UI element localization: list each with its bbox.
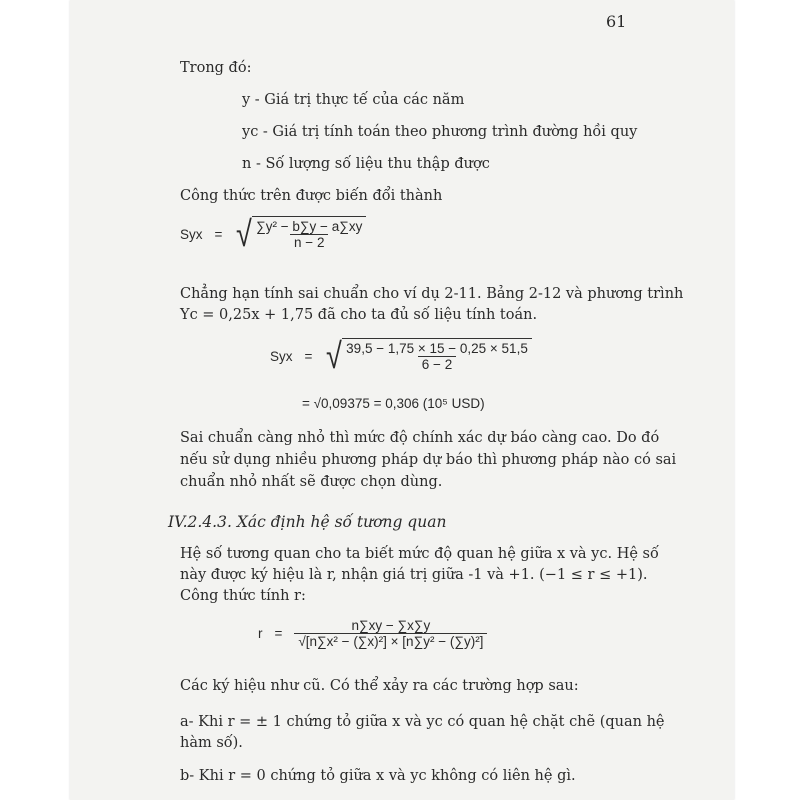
- correlation-text-line-1: Hệ số tương quan cho ta biết mức độ quan hệ giữa x và yc. Hệ số: [180, 546, 659, 562]
- formula1-eq: =: [214, 226, 223, 242]
- definition-yc: yc - Giá trị tính toán theo phương trình đường hồi quy: [242, 124, 638, 140]
- example-calculation-formula: [270, 335, 532, 376]
- formula2-sqrt: [324, 335, 531, 376]
- radical-icon: √: [236, 213, 253, 254]
- formula2-result: = √0,09375 = 0,306 (10⁵ USD): [302, 396, 485, 411]
- correlation-formula: [258, 618, 487, 649]
- formula3-eq: =: [274, 626, 283, 641]
- example-text-line-2: Yc = 0,25x + 1,75 đã cho ta đủ số liệu tính toán.: [180, 307, 538, 323]
- correlation-text-line-3: Công thức tính r:: [180, 588, 306, 604]
- formula3-lhs: r: [258, 626, 263, 641]
- section-heading: IV.2.4.3. Xác định hệ số tương quan: [168, 513, 447, 531]
- formula1-sqrt: [234, 213, 366, 254]
- formula3-numerator: n∑xy − ∑x∑y: [351, 618, 431, 633]
- conclusion-line-1: Sai chuẩn càng nhỏ thì mức độ chính xác dự báo càng cao. Do đó: [180, 430, 660, 446]
- definition-y: y - Giá trị thực tế của các năm: [242, 92, 465, 108]
- formula2-lhs: Syx: [270, 348, 293, 364]
- where-label: Trong đó:: [180, 60, 252, 76]
- formula3-denominator: √[n∑x² − (∑x)²] × [n∑y² − (∑y)²]: [294, 633, 487, 649]
- document-page: [70, 0, 734, 800]
- formula2-denominator: 6 − 2: [418, 356, 456, 372]
- example-text-line-1: Chẳng hạn tính sai chuẩn cho ví dụ 2-11. Bảng 2-12 và phương trình: [180, 286, 684, 302]
- standard-error-formula: [180, 213, 366, 254]
- page-number: 61: [606, 12, 627, 31]
- cases-intro: Các ký hiệu như cũ. Có thể xảy ra các trường hợp sau:: [180, 678, 579, 694]
- correlation-text-line-2: này được ký hiệu là r, nhận giá trị giữa -1 và +1. (−1 ≤ r ≤ +1).: [180, 567, 648, 583]
- conclusion-line-2: nếu sử dụng nhiều phương pháp dự báo thì phương pháp nào có sai: [180, 452, 677, 468]
- conclusion-line-3: chuẩn nhỏ nhất sẽ được chọn dùng.: [180, 474, 443, 490]
- formula1-numerator: ∑y² − b∑y − a∑xy: [256, 219, 363, 234]
- radical-icon: √: [326, 335, 343, 376]
- case-b: b- Khi r = 0 chứng tỏ giữa x và yc không có liên hệ gì.: [180, 768, 576, 784]
- formula-intro: Công thức trên được biến đổi thành: [180, 188, 443, 204]
- formula1-lhs: Syx: [180, 226, 203, 242]
- formula2-numerator: 39,5 − 1,75 × 15 − 0,25 × 51,5: [346, 341, 528, 356]
- formula2-eq: =: [304, 348, 313, 364]
- case-a-line-2: hàm số).: [180, 735, 243, 751]
- definition-n: n - Số lượng số liệu thu thập được: [242, 156, 490, 172]
- formula1-denominator: n − 2: [290, 234, 328, 250]
- case-a-line-1: a- Khi r = ± 1 chứng tỏ giữa x và yc có quan hệ chặt chẽ (quan hệ: [180, 714, 665, 730]
